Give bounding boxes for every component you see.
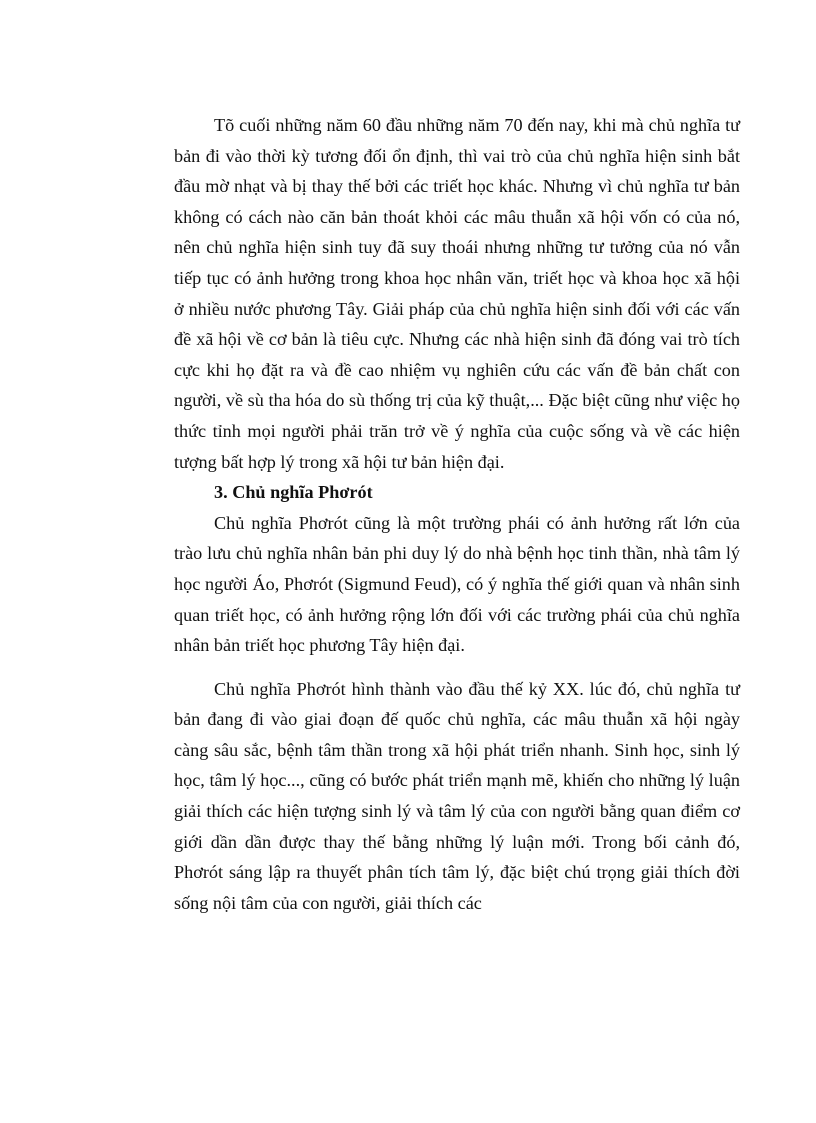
section-heading: 3. Chủ nghĩa Phơrót xyxy=(214,482,373,503)
paragraph-1: Tõ cuối những năm 60 đầu những năm 70 đến nay, khi mà chủ nghĩa tư bản đi vào thời kỳ tương đối ổn định, thì vai trò của chủ nghĩa hiện sinh bắt đầu mờ nhạt và bị thay thế bởi các triết học khác. Nhưng vì chủ nghĩa tư bản không có cách nào căn bản thoát khỏi các mâu thuẫn xã hội vốn có của nó, nên chủ nghĩa hiện sinh tuy đã suy thoái nhưng những tư tưởng của nó vẫn tiếp tục có ảnh hưởng trong khoa học nhân văn, triết học và khoa học xã hội ở nhiều nước phương Tây. Giải pháp của chủ nghĩa hiện sinh đối với các vấn đề xã hội về cơ bản là tiêu cực. Nhưng các nhà hiện sinh đã đóng vai trò tích cực khi họ đặt ra và đề cao nhiệm vụ nghiên cứu các vấn đề bản chất con người, về sù tha hóa do sù thống trị của kỹ thuật,... Đặc biệt cũng như việc họ thức tỉnh mọi người phải trăn trở về ý nghĩa của cuộc sống và về các hiện tượng bất hợp lý trong xã hội tư bản hiện đại. xyxy=(174,115,740,472)
paragraph-2: Chủ nghĩa Phơrót cũng là một trường phái có ảnh hưởng rất lớn của trào lưu chủ nghĩa nhân bản phi duy lý do nhà bệnh học tinh thần, nhà tâm lý học người Áo, Phơrót (Sigmund Feud), có ý nghĩa thế giới quan và nhân sinh quan triết học, có ảnh hưởng rộng lớn đối với các trường phái của chủ nghĩa nhân bản triết học phương Tây hiện đại. xyxy=(174,512,740,656)
paragraph-3: Chủ nghĩa Phơrót hình thành vào đầu thế kỷ XX. lúc đó, chủ nghĩa tư bản đang đi vào giai đoạn đế quốc chủ nghĩa, các mâu thuẫn xã hội ngày càng sâu sắc, bệnh tâm thần trong xã hội phát triển nhanh. Sinh học, sinh lý học, tâm lý học..., cũng có bước phát triển mạnh mẽ, khiến cho những lý luận giải thích các hiện tượng sinh lý và tâm lý của con người bằng quan điểm cơ giới dần dần được thay thế bằng những lý luận mới. Trong bối cảnh đó, Phơrót sáng lập ra thuyết phân tích tâm lý, đặc biệt chú trọng giải thích đời sống nội tâm của con người, giải thích các xyxy=(174,678,740,913)
document-body xyxy=(174,110,740,918)
